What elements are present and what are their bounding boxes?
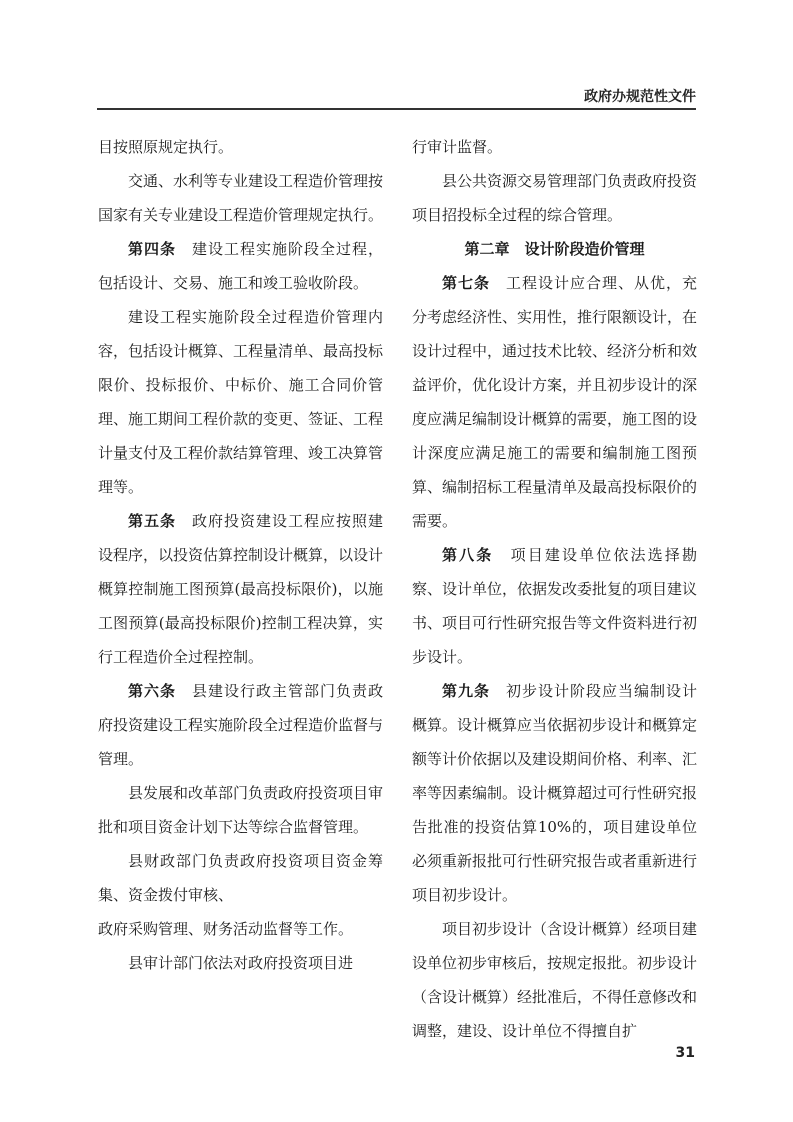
article-text: 建设工程实施阶段全过程，包括设计、交易、施工和竣工验收阶段。 xyxy=(98,240,383,292)
article-text: 项目建设单位依法选择勘察、设计单位，依据发改委批复的项目建议书、项目可行性研究报告等文件资料进行初步设计。 xyxy=(412,546,698,666)
article-paragraph xyxy=(98,674,383,776)
article-number: 第八条 xyxy=(442,546,494,564)
right-column xyxy=(412,130,697,1048)
article-text: 工程设计应合理、从优，充分考虑经济性、实用性，推行限额设计，在设计过程中，通过技术比较、经济分析和效益评价，优化设计方案，并且初步设计的深度应满足编制设计概算的需要，施工图的设计深度应满足施工的需要和编制施工图预算、编制招标工程量清单及最高投标限价的需要。 xyxy=(412,274,698,530)
paragraph: 县财政部门负责政府投资项目资金筹集、资金拨付审核、 xyxy=(98,852,383,904)
article-paragraph xyxy=(412,266,697,538)
article-text: 政府投资建设工程应按照建设程序，以投资估算控制设计概算，以设计概算控制施工图预算(最高投标限价)，以施工图预算(最高投标限价)控制工程决算，实行工程造价全过程控制。 xyxy=(98,512,384,666)
paragraph: 项目初步设计（含设计概算）经项目建设单位初步审核后，按规定报批。初步设计（含设计概算）经批准后，不得任意修改和调整，建设、设计单位不得擅自扩 xyxy=(412,920,698,1040)
article-paragraph xyxy=(412,674,697,912)
running-header: 政府办规范性文件 xyxy=(584,89,696,105)
article-paragraph xyxy=(98,232,383,300)
article-text: 初步设计阶段应当编制设计概算。设计概算应当依据初步设计和概算定额等计价依据以及建设期间价格、利率、汇率等因素编制。设计概算超过可行性研究报告批准的投资估算10%的，项目建设单位必须重新报批可行性研究报告或者重新进行项目初步设计。 xyxy=(412,682,698,904)
page-number: 31 xyxy=(675,1045,695,1061)
article-paragraph xyxy=(98,504,383,674)
article-number: 第五条 xyxy=(128,512,176,530)
paragraph: 政府采购管理、财务活动监督等工作。 xyxy=(98,920,354,938)
paragraph: 行审计监督。 xyxy=(412,138,503,156)
article-number: 第六条 xyxy=(128,682,176,700)
left-column xyxy=(98,130,383,980)
article-number: 第四条 xyxy=(128,240,176,258)
paragraph: 建设工程实施阶段全过程造价管理内容，包括设计概算、工程量清单、最高投标限价、投标报价、中标价、施工合同价管理、施工期间工程价款的变更、签证、工程计量支付及工程价款结算管理、竣工决算管理等。 xyxy=(98,308,384,496)
article-number: 第九条 xyxy=(442,682,490,700)
paragraph: 县发展和改革部门负责政府投资项目审批和项目资金计划下达等综合监督管理。 xyxy=(98,784,384,836)
chapter-heading: 第二章 设计阶段造价管理 xyxy=(464,240,645,258)
paragraph: 县审计部门依法对政府投资项目进 xyxy=(128,954,354,972)
article-number: 第七条 xyxy=(442,274,490,292)
article-text: 县建设行政主管部门负责政府投资建设工程实施阶段全过程造价监督与管理。 xyxy=(98,682,384,768)
paragraph: 目按照原规定执行。 xyxy=(98,138,234,156)
header-divider xyxy=(97,108,696,110)
paragraph: 县公共资源交易管理部门负责政府投资项目招投标全过程的综合管理。 xyxy=(412,172,698,224)
paragraph: 交通、水利等专业建设工程造价管理按国家有关专业建设工程造价管理规定执行。 xyxy=(98,172,384,224)
article-paragraph xyxy=(412,538,697,674)
